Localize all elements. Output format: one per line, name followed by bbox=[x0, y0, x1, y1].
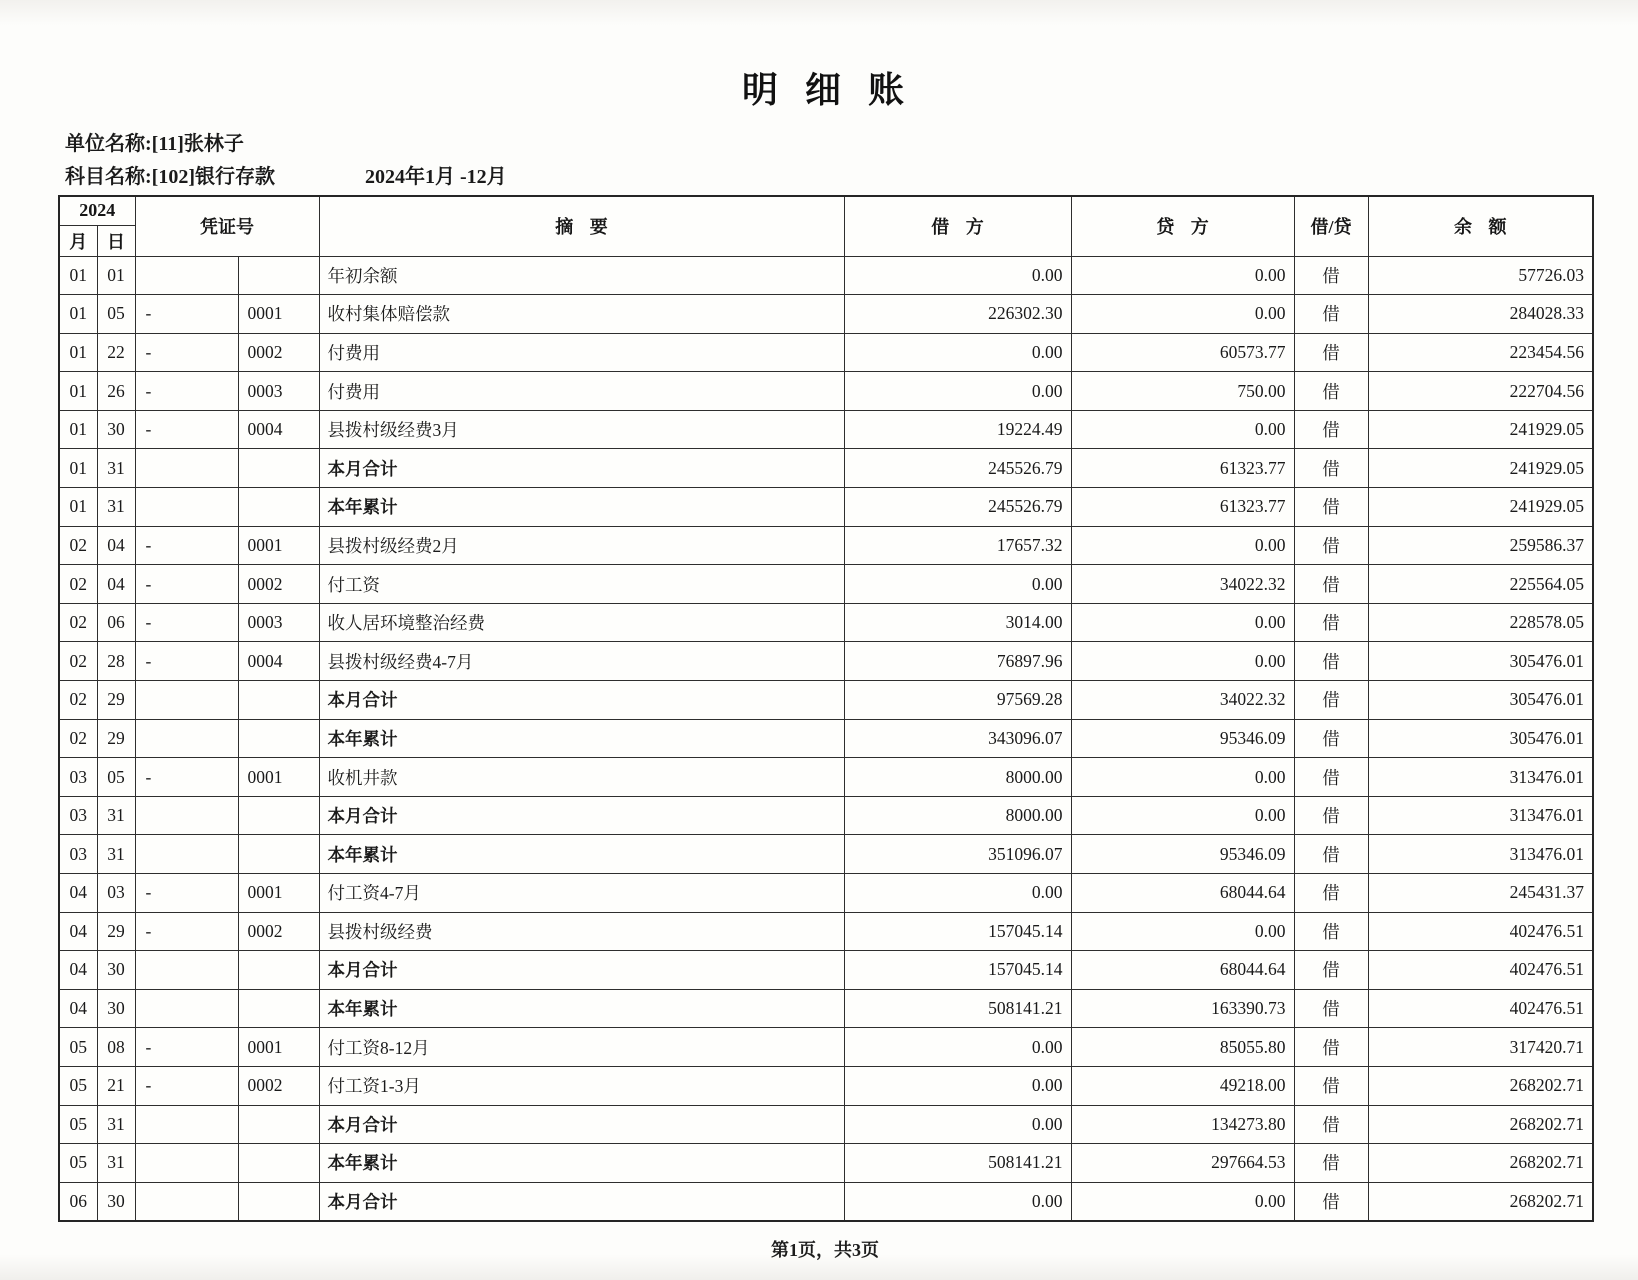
cell-voucher-no bbox=[238, 719, 319, 758]
cell-summary: 收机井款 bbox=[319, 758, 844, 797]
cell-balance: 268202.71 bbox=[1368, 1144, 1593, 1183]
cell-month: 06 bbox=[59, 1182, 97, 1221]
table-row bbox=[59, 410, 1593, 449]
cell-day: 30 bbox=[97, 410, 135, 449]
cell-voucher-dash bbox=[135, 835, 238, 874]
cell-day: 05 bbox=[97, 758, 135, 797]
table-row bbox=[59, 719, 1593, 758]
cell-day: 08 bbox=[97, 1028, 135, 1067]
header-balance: 余 额 bbox=[1368, 196, 1593, 256]
cell-voucher-no: 0004 bbox=[238, 642, 319, 681]
cell-debit: 0.00 bbox=[844, 256, 1071, 295]
cell-voucher-no bbox=[238, 488, 319, 527]
cell-balance: 57726.03 bbox=[1368, 256, 1593, 295]
cell-debit: 0.00 bbox=[844, 874, 1071, 913]
ledger-body bbox=[59, 256, 1593, 1221]
cell-voucher-dash: - bbox=[135, 295, 238, 334]
cell-credit: 61323.77 bbox=[1071, 488, 1294, 527]
period-range: 2024年1月 -12月 bbox=[364, 166, 507, 188]
cell-balance: 313476.01 bbox=[1368, 758, 1593, 797]
cell-debit-credit-flag: 借 bbox=[1294, 1105, 1368, 1144]
table-row bbox=[59, 1028, 1593, 1067]
cell-balance: 305476.01 bbox=[1368, 719, 1593, 758]
cell-debit: 8000.00 bbox=[844, 758, 1071, 797]
cell-debit-credit-flag: 借 bbox=[1294, 1066, 1368, 1105]
cell-debit-credit-flag: 借 bbox=[1294, 295, 1368, 334]
cell-debit-credit-flag: 借 bbox=[1294, 642, 1368, 681]
cell-balance: 228578.05 bbox=[1368, 603, 1593, 642]
cell-summary: 本月合计 bbox=[319, 1105, 844, 1144]
page-footer: 第1页，共3页 bbox=[771, 1239, 879, 1260]
subject-name: 科目名称:[102]银行存款 bbox=[65, 166, 275, 188]
cell-debit: 0.00 bbox=[844, 1028, 1071, 1067]
cell-balance: 317420.71 bbox=[1368, 1028, 1593, 1067]
cell-day: 31 bbox=[97, 1144, 135, 1183]
table-row bbox=[59, 256, 1593, 295]
cell-credit: 0.00 bbox=[1071, 410, 1294, 449]
table-row bbox=[59, 603, 1593, 642]
cell-balance: 241929.05 bbox=[1368, 449, 1593, 488]
cell-credit: 750.00 bbox=[1071, 372, 1294, 411]
cell-month: 01 bbox=[59, 488, 97, 527]
cell-voucher-no bbox=[238, 1144, 319, 1183]
cell-debit: 226302.30 bbox=[844, 295, 1071, 334]
cell-credit: 34022.32 bbox=[1071, 681, 1294, 720]
table-row bbox=[59, 488, 1593, 527]
cell-debit: 8000.00 bbox=[844, 796, 1071, 835]
cell-day: 28 bbox=[97, 642, 135, 681]
cell-credit: 163390.73 bbox=[1071, 989, 1294, 1028]
cell-balance: 284028.33 bbox=[1368, 295, 1593, 334]
cell-day: 31 bbox=[97, 488, 135, 527]
cell-debit-credit-flag: 借 bbox=[1294, 951, 1368, 990]
cell-day: 31 bbox=[97, 449, 135, 488]
cell-debit: 508141.21 bbox=[844, 989, 1071, 1028]
cell-month: 01 bbox=[59, 410, 97, 449]
cell-credit: 0.00 bbox=[1071, 256, 1294, 295]
cell-summary: 县拨村级经费 bbox=[319, 912, 844, 951]
cell-summary: 本年累计 bbox=[319, 488, 844, 527]
cell-voucher-no: 0002 bbox=[238, 333, 319, 372]
cell-credit: 49218.00 bbox=[1071, 1066, 1294, 1105]
cell-day: 03 bbox=[97, 874, 135, 913]
cell-debit: 157045.14 bbox=[844, 912, 1071, 951]
cell-day: 01 bbox=[97, 256, 135, 295]
cell-debit-credit-flag: 借 bbox=[1294, 835, 1368, 874]
cell-debit: 0.00 bbox=[844, 333, 1071, 372]
cell-credit: 95346.09 bbox=[1071, 835, 1294, 874]
cell-voucher-dash: - bbox=[135, 1066, 238, 1105]
cell-balance: 305476.01 bbox=[1368, 681, 1593, 720]
cell-month: 03 bbox=[59, 796, 97, 835]
table-row bbox=[59, 565, 1593, 604]
cell-summary: 本年累计 bbox=[319, 835, 844, 874]
cell-debit: 343096.07 bbox=[844, 719, 1071, 758]
cell-debit-credit-flag: 借 bbox=[1294, 565, 1368, 604]
cell-month: 01 bbox=[59, 295, 97, 334]
cell-debit: 351096.07 bbox=[844, 835, 1071, 874]
cell-voucher-no: 0001 bbox=[238, 1028, 319, 1067]
cell-voucher-no: 0002 bbox=[238, 912, 319, 951]
cell-month: 02 bbox=[59, 526, 97, 565]
cell-month: 01 bbox=[59, 372, 97, 411]
table-row bbox=[59, 951, 1593, 990]
header-debit-credit: 借/贷 bbox=[1294, 196, 1368, 256]
cell-debit-credit-flag: 借 bbox=[1294, 603, 1368, 642]
cell-summary: 本年累计 bbox=[319, 719, 844, 758]
cell-debit-credit-flag: 借 bbox=[1294, 758, 1368, 797]
cell-summary: 收村集体赔偿款 bbox=[319, 295, 844, 334]
page-title: 明 细 账 bbox=[741, 70, 908, 110]
cell-debit: 0.00 bbox=[844, 565, 1071, 604]
cell-voucher-no: 0001 bbox=[238, 526, 319, 565]
cell-debit-credit-flag: 借 bbox=[1294, 1028, 1368, 1067]
cell-voucher-dash bbox=[135, 1182, 238, 1221]
cell-debit: 508141.21 bbox=[844, 1144, 1071, 1183]
cell-balance: 402476.51 bbox=[1368, 989, 1593, 1028]
cell-debit: 157045.14 bbox=[844, 951, 1071, 990]
cell-voucher-dash bbox=[135, 256, 238, 295]
cell-day: 26 bbox=[97, 372, 135, 411]
table-row bbox=[59, 642, 1593, 681]
cell-debit-credit-flag: 借 bbox=[1294, 989, 1368, 1028]
cell-month: 02 bbox=[59, 681, 97, 720]
cell-balance: 222704.56 bbox=[1368, 372, 1593, 411]
cell-credit: 0.00 bbox=[1071, 758, 1294, 797]
table-row bbox=[59, 989, 1593, 1028]
cell-voucher-dash: - bbox=[135, 333, 238, 372]
cell-voucher-dash bbox=[135, 796, 238, 835]
cell-voucher-no bbox=[238, 951, 319, 990]
cell-month: 04 bbox=[59, 951, 97, 990]
cell-day: 04 bbox=[97, 565, 135, 604]
header-credit: 贷 方 bbox=[1071, 196, 1294, 256]
cell-summary: 收人居环境整治经费 bbox=[319, 603, 844, 642]
cell-credit: 85055.80 bbox=[1071, 1028, 1294, 1067]
cell-balance: 313476.01 bbox=[1368, 796, 1593, 835]
cell-credit: 95346.09 bbox=[1071, 719, 1294, 758]
cell-voucher-dash bbox=[135, 1144, 238, 1183]
table-row bbox=[59, 758, 1593, 797]
cell-debit: 0.00 bbox=[844, 1182, 1071, 1221]
cell-credit: 0.00 bbox=[1071, 912, 1294, 951]
cell-voucher-no bbox=[238, 1182, 319, 1221]
cell-balance: 225564.05 bbox=[1368, 565, 1593, 604]
cell-voucher-no: 0003 bbox=[238, 372, 319, 411]
cell-debit-credit-flag: 借 bbox=[1294, 526, 1368, 565]
cell-voucher-no: 0001 bbox=[238, 874, 319, 913]
cell-month: 02 bbox=[59, 719, 97, 758]
cell-voucher-no: 0004 bbox=[238, 410, 319, 449]
cell-debit: 17657.32 bbox=[844, 526, 1071, 565]
cell-balance: 245431.37 bbox=[1368, 874, 1593, 913]
cell-credit: 134273.80 bbox=[1071, 1105, 1294, 1144]
cell-summary: 付工资8-12月 bbox=[319, 1028, 844, 1067]
ledger-table bbox=[58, 195, 1594, 1222]
cell-voucher-dash: - bbox=[135, 874, 238, 913]
table-row bbox=[59, 796, 1593, 835]
table-row bbox=[59, 372, 1593, 411]
cell-summary: 本月合计 bbox=[319, 951, 844, 990]
cell-summary: 付费用 bbox=[319, 333, 844, 372]
table-row bbox=[59, 874, 1593, 913]
cell-voucher-dash: - bbox=[135, 603, 238, 642]
table-row bbox=[59, 912, 1593, 951]
cell-day: 31 bbox=[97, 1105, 135, 1144]
cell-voucher-no bbox=[238, 449, 319, 488]
cell-day: 29 bbox=[97, 719, 135, 758]
cell-credit: 0.00 bbox=[1071, 1182, 1294, 1221]
cell-balance: 268202.71 bbox=[1368, 1182, 1593, 1221]
cell-month: 01 bbox=[59, 333, 97, 372]
table-row bbox=[59, 1182, 1593, 1221]
cell-voucher-no: 0002 bbox=[238, 1066, 319, 1105]
cell-voucher-dash: - bbox=[135, 642, 238, 681]
cell-day: 30 bbox=[97, 989, 135, 1028]
cell-summary: 本年累计 bbox=[319, 989, 844, 1028]
cell-voucher-dash bbox=[135, 719, 238, 758]
cell-summary: 年初余额 bbox=[319, 256, 844, 295]
cell-debit-credit-flag: 借 bbox=[1294, 1144, 1368, 1183]
table-row bbox=[59, 449, 1593, 488]
cell-voucher-no bbox=[238, 681, 319, 720]
cell-day: 22 bbox=[97, 333, 135, 372]
cell-summary: 付工资1-3月 bbox=[319, 1066, 844, 1105]
cell-month: 04 bbox=[59, 989, 97, 1028]
cell-month: 05 bbox=[59, 1144, 97, 1183]
cell-balance: 259586.37 bbox=[1368, 526, 1593, 565]
cell-debit-credit-flag: 借 bbox=[1294, 333, 1368, 372]
cell-summary: 付工资 bbox=[319, 565, 844, 604]
cell-voucher-dash: - bbox=[135, 410, 238, 449]
cell-voucher-no bbox=[238, 835, 319, 874]
cell-credit: 0.00 bbox=[1071, 642, 1294, 681]
cell-summary: 本月合计 bbox=[319, 796, 844, 835]
cell-debit-credit-flag: 借 bbox=[1294, 796, 1368, 835]
table-row bbox=[59, 1105, 1593, 1144]
cell-debit: 0.00 bbox=[844, 372, 1071, 411]
header-debit: 借 方 bbox=[844, 196, 1071, 256]
cell-voucher-dash bbox=[135, 951, 238, 990]
cell-credit: 68044.64 bbox=[1071, 874, 1294, 913]
cell-voucher-dash bbox=[135, 681, 238, 720]
cell-day: 31 bbox=[97, 796, 135, 835]
cell-voucher-dash: - bbox=[135, 1028, 238, 1067]
cell-balance: 223454.56 bbox=[1368, 333, 1593, 372]
cell-voucher-dash: - bbox=[135, 372, 238, 411]
cell-balance: 241929.05 bbox=[1368, 488, 1593, 527]
cell-debit-credit-flag: 借 bbox=[1294, 372, 1368, 411]
table-row bbox=[59, 526, 1593, 565]
cell-month: 05 bbox=[59, 1066, 97, 1105]
cell-day: 06 bbox=[97, 603, 135, 642]
cell-debit: 245526.79 bbox=[844, 488, 1071, 527]
header-voucher-no: 凭证号 bbox=[135, 196, 319, 256]
cell-month: 02 bbox=[59, 565, 97, 604]
cell-credit: 297664.53 bbox=[1071, 1144, 1294, 1183]
cell-summary: 县拨村级经费3月 bbox=[319, 410, 844, 449]
cell-voucher-dash: - bbox=[135, 912, 238, 951]
cell-credit: 68044.64 bbox=[1071, 951, 1294, 990]
cell-month: 02 bbox=[59, 603, 97, 642]
cell-debit: 19224.49 bbox=[844, 410, 1071, 449]
table-row bbox=[59, 1144, 1593, 1183]
cell-day: 30 bbox=[97, 951, 135, 990]
cell-debit: 76897.96 bbox=[844, 642, 1071, 681]
cell-debit-credit-flag: 借 bbox=[1294, 719, 1368, 758]
cell-month: 03 bbox=[59, 835, 97, 874]
cell-credit: 0.00 bbox=[1071, 603, 1294, 642]
cell-credit: 0.00 bbox=[1071, 295, 1294, 334]
cell-month: 03 bbox=[59, 758, 97, 797]
cell-debit-credit-flag: 借 bbox=[1294, 912, 1368, 951]
header-day: 日 bbox=[97, 225, 135, 256]
ledger-document bbox=[58, 0, 1592, 1262]
cell-balance: 402476.51 bbox=[1368, 951, 1593, 990]
cell-debit-credit-flag: 借 bbox=[1294, 488, 1368, 527]
cell-voucher-no: 0002 bbox=[238, 565, 319, 604]
cell-summary: 本年累计 bbox=[319, 1144, 844, 1183]
cell-balance: 305476.01 bbox=[1368, 642, 1593, 681]
table-row bbox=[59, 333, 1593, 372]
cell-summary: 本月合计 bbox=[319, 1182, 844, 1221]
cell-credit: 0.00 bbox=[1071, 796, 1294, 835]
cell-summary: 本月合计 bbox=[319, 449, 844, 488]
cell-balance: 268202.71 bbox=[1368, 1066, 1593, 1105]
cell-voucher-dash: - bbox=[135, 526, 238, 565]
document-meta bbox=[58, 127, 1592, 189]
cell-debit: 3014.00 bbox=[844, 603, 1071, 642]
cell-day: 21 bbox=[97, 1066, 135, 1105]
header-year: 2024 bbox=[59, 196, 135, 225]
header-month: 月 bbox=[59, 225, 97, 256]
cell-debit-credit-flag: 借 bbox=[1294, 681, 1368, 720]
cell-balance: 241929.05 bbox=[1368, 410, 1593, 449]
cell-month: 01 bbox=[59, 449, 97, 488]
cell-summary: 付工资4-7月 bbox=[319, 874, 844, 913]
cell-voucher-dash bbox=[135, 1105, 238, 1144]
cell-month: 01 bbox=[59, 256, 97, 295]
cell-day: 30 bbox=[97, 1182, 135, 1221]
cell-debit-credit-flag: 借 bbox=[1294, 449, 1368, 488]
cell-voucher-dash bbox=[135, 449, 238, 488]
cell-month: 05 bbox=[59, 1105, 97, 1144]
ledger-header bbox=[59, 196, 1593, 256]
cell-month: 02 bbox=[59, 642, 97, 681]
cell-month: 05 bbox=[59, 1028, 97, 1067]
cell-debit: 0.00 bbox=[844, 1105, 1071, 1144]
cell-day: 29 bbox=[97, 912, 135, 951]
cell-voucher-dash bbox=[135, 989, 238, 1028]
cell-voucher-no: 0003 bbox=[238, 603, 319, 642]
cell-debit: 245526.79 bbox=[844, 449, 1071, 488]
cell-voucher-no: 0001 bbox=[238, 295, 319, 334]
cell-debit-credit-flag: 借 bbox=[1294, 256, 1368, 295]
cell-debit: 97569.28 bbox=[844, 681, 1071, 720]
cell-summary: 本月合计 bbox=[319, 681, 844, 720]
cell-summary: 县拨村级经费2月 bbox=[319, 526, 844, 565]
cell-debit-credit-flag: 借 bbox=[1294, 410, 1368, 449]
cell-voucher-no: 0001 bbox=[238, 758, 319, 797]
unit-name: 单位名称:[11]张林子 bbox=[65, 133, 244, 155]
table-row bbox=[59, 681, 1593, 720]
cell-voucher-no bbox=[238, 1105, 319, 1144]
table-row bbox=[59, 295, 1593, 334]
table-row bbox=[59, 835, 1593, 874]
cell-month: 04 bbox=[59, 912, 97, 951]
cell-summary: 县拨村级经费4-7月 bbox=[319, 642, 844, 681]
cell-voucher-no bbox=[238, 989, 319, 1028]
cell-debit-credit-flag: 借 bbox=[1294, 1182, 1368, 1221]
cell-credit: 0.00 bbox=[1071, 526, 1294, 565]
cell-day: 31 bbox=[97, 835, 135, 874]
cell-day: 05 bbox=[97, 295, 135, 334]
cell-voucher-dash: - bbox=[135, 565, 238, 604]
cell-credit: 60573.77 bbox=[1071, 333, 1294, 372]
cell-balance: 402476.51 bbox=[1368, 912, 1593, 951]
table-row bbox=[59, 1066, 1593, 1105]
cell-day: 04 bbox=[97, 526, 135, 565]
cell-voucher-dash bbox=[135, 488, 238, 527]
cell-debit-credit-flag: 借 bbox=[1294, 874, 1368, 913]
cell-credit: 34022.32 bbox=[1071, 565, 1294, 604]
cell-voucher-no bbox=[238, 256, 319, 295]
cell-month: 04 bbox=[59, 874, 97, 913]
cell-day: 29 bbox=[97, 681, 135, 720]
cell-voucher-dash: - bbox=[135, 758, 238, 797]
cell-credit: 61323.77 bbox=[1071, 449, 1294, 488]
cell-voucher-no bbox=[238, 796, 319, 835]
cell-debit: 0.00 bbox=[844, 1066, 1071, 1105]
cell-balance: 268202.71 bbox=[1368, 1105, 1593, 1144]
header-summary: 摘 要 bbox=[319, 196, 844, 256]
cell-balance: 313476.01 bbox=[1368, 835, 1593, 874]
cell-summary: 付费用 bbox=[319, 372, 844, 411]
